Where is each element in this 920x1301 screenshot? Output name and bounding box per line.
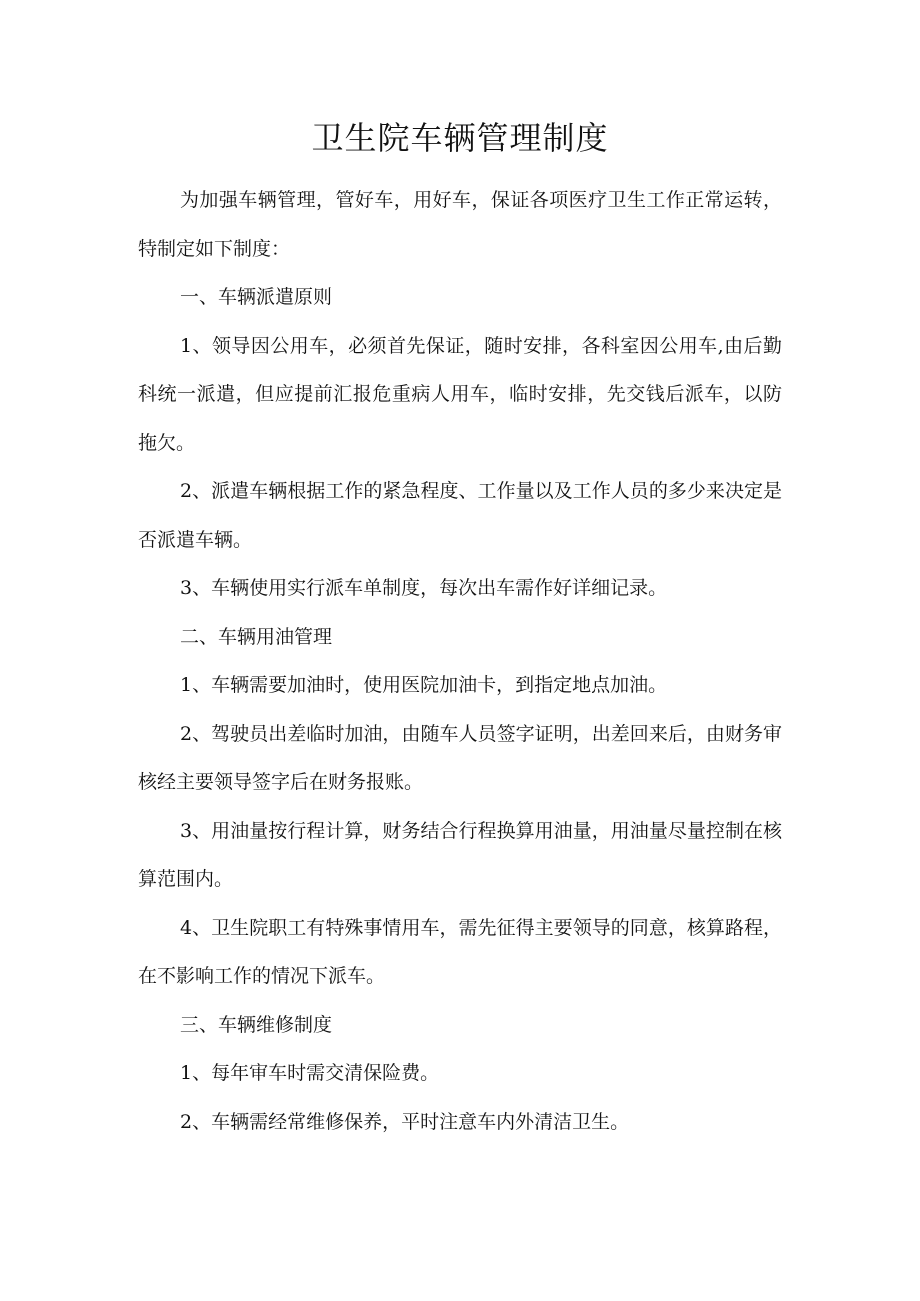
fuel-rule-1: 1、车辆需要加油时，使用医院加油卡，到指定地点加油。 <box>180 674 668 696</box>
fuel-rule-4: 4、卫生院职工有特殊事情用车，需先征得主要领导的同意，核算路程，在不影响工作的情况下派车。 <box>138 916 782 987</box>
section-heading-dispatch: 一、车辆派遣原则 <box>180 286 333 308</box>
intro-paragraph: 为加强车辆管理，管好车，用好车，保证各项医疗卫生工作正常运转，特制定如下制度： <box>138 189 782 260</box>
fuel-rule-3: 3、用油量按行程计算，财务结合行程换算用油量，用油量尽量控制在核算范围内。 <box>138 819 782 890</box>
section-heading-maintenance: 三、车辆维修制度 <box>180 1013 333 1036</box>
section-heading-fuel: 二、车辆用油管理 <box>180 625 333 648</box>
document-title: 卫生院车辆管理制度 <box>311 119 609 157</box>
document-body <box>138 176 782 1146</box>
dispatch-rule-2: 2、派遣车辆根据工作的紧急程度、工作量以及工作人员的多少来决定是否派遣车辆。 <box>138 480 782 551</box>
dispatch-rule-1: 1、领导因公用车，必须首先保证，随时安排，各科室因公用车,由后勤科统一派遣，但应提前汇报危重病人用车，临时安排，先交钱后派车，以防拖欠。 <box>138 334 782 454</box>
dispatch-rule-3: 3、车辆使用实行派车单制度，每次出车需作好详细记录。 <box>180 577 668 599</box>
fuel-rule-2: 2、驾驶员出差临时加油，由随车人员签字证明，出差回来后，由财务审核经主要领导签字后在财务报账。 <box>138 722 782 793</box>
maintenance-rule-1: 1、每年审车时需交清保险费。 <box>180 1062 440 1084</box>
maintenance-rule-2: 2、车辆需经常维修保养，平时注意车内外清洁卫生。 <box>180 1110 630 1133</box>
